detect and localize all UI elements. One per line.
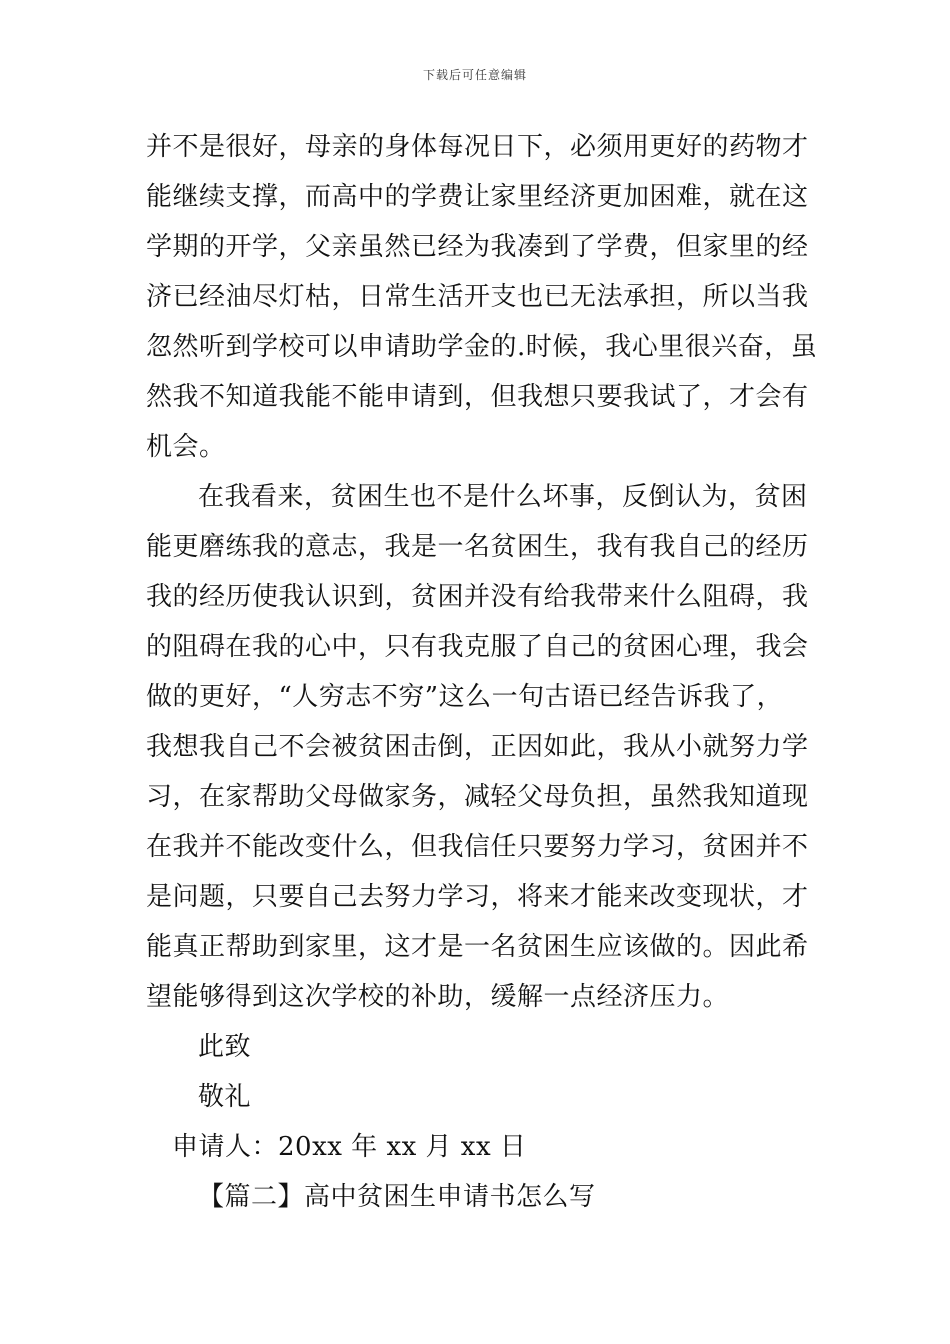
body-line-11: 的阻碍在我的心中，只有我克服了自己的贫困心理，我会 [146, 632, 809, 662]
body-line-17: 能真正帮助到家里，这才是一名贫困生应该做的。因此希 [146, 932, 809, 962]
body-line-3: 学期的开学，父亲虽然已经为我凑到了学费，但家里的经 [146, 232, 809, 262]
body-line-10: 我的经历使我认识到，贫困并没有给我带来什么阻碍，我 [146, 582, 809, 612]
body-line-6: 然我不知道我能不能申请到，但我想只要我试了，才会有 [146, 382, 809, 412]
closing-salutation: 此致 [198, 1032, 252, 1062]
body-line-15: 在我并不能改变什么，但我信任只要努力学习，贫困并不 [146, 832, 809, 862]
closing-regards: 敬礼 [198, 1082, 252, 1112]
section-title: 【篇二】高中贫困生申请书怎么写 [198, 1182, 596, 1212]
body-line-12: 做的更好，“人穷志不穷”这么一句古语已经告诉我了， [146, 682, 784, 712]
body-line-2: 能继续支撑，而高中的学费让家里经济更加困难，就在这 [146, 182, 809, 212]
page-header-note: 下载后可任意编辑 [422, 68, 527, 82]
body-line-18: 望能够得到这次学校的补助，缓解一点经济压力。 [146, 982, 730, 1012]
body-line-14: 习，在家帮助父母做家务，减轻父母负担，虽然我知道现 [146, 782, 809, 812]
body-line-4: 济已经油尽灯枯，日常生活开支也已无法承担，所以当我 [146, 282, 809, 312]
body-line-1: 并不是很好，母亲的身体每况日下，必须用更好的药物才 [146, 132, 809, 162]
body-line-16: 是问题，只要自己去努力学习，将来才能来改变现状，才 [146, 882, 809, 912]
signature-date-line: 申请人：20xx 年 xx 月 xx 日 [172, 1132, 527, 1162]
body-line-13: 我想我自己不会被贫困击倒，正因如此，我从小就努力学 [146, 732, 809, 762]
body-line-8: 在我看来，贫困生也不是什么坏事，反倒认为，贫困 [198, 482, 808, 512]
body-line-5: 忽然听到学校可以申请助学金的.时候，我心里很兴奋，虽 [146, 332, 818, 362]
body-line-7: 机会。 [146, 432, 226, 462]
body-line-9: 能更磨练我的意志，我是一名贫困生，我有我自己的经历 [146, 532, 809, 562]
